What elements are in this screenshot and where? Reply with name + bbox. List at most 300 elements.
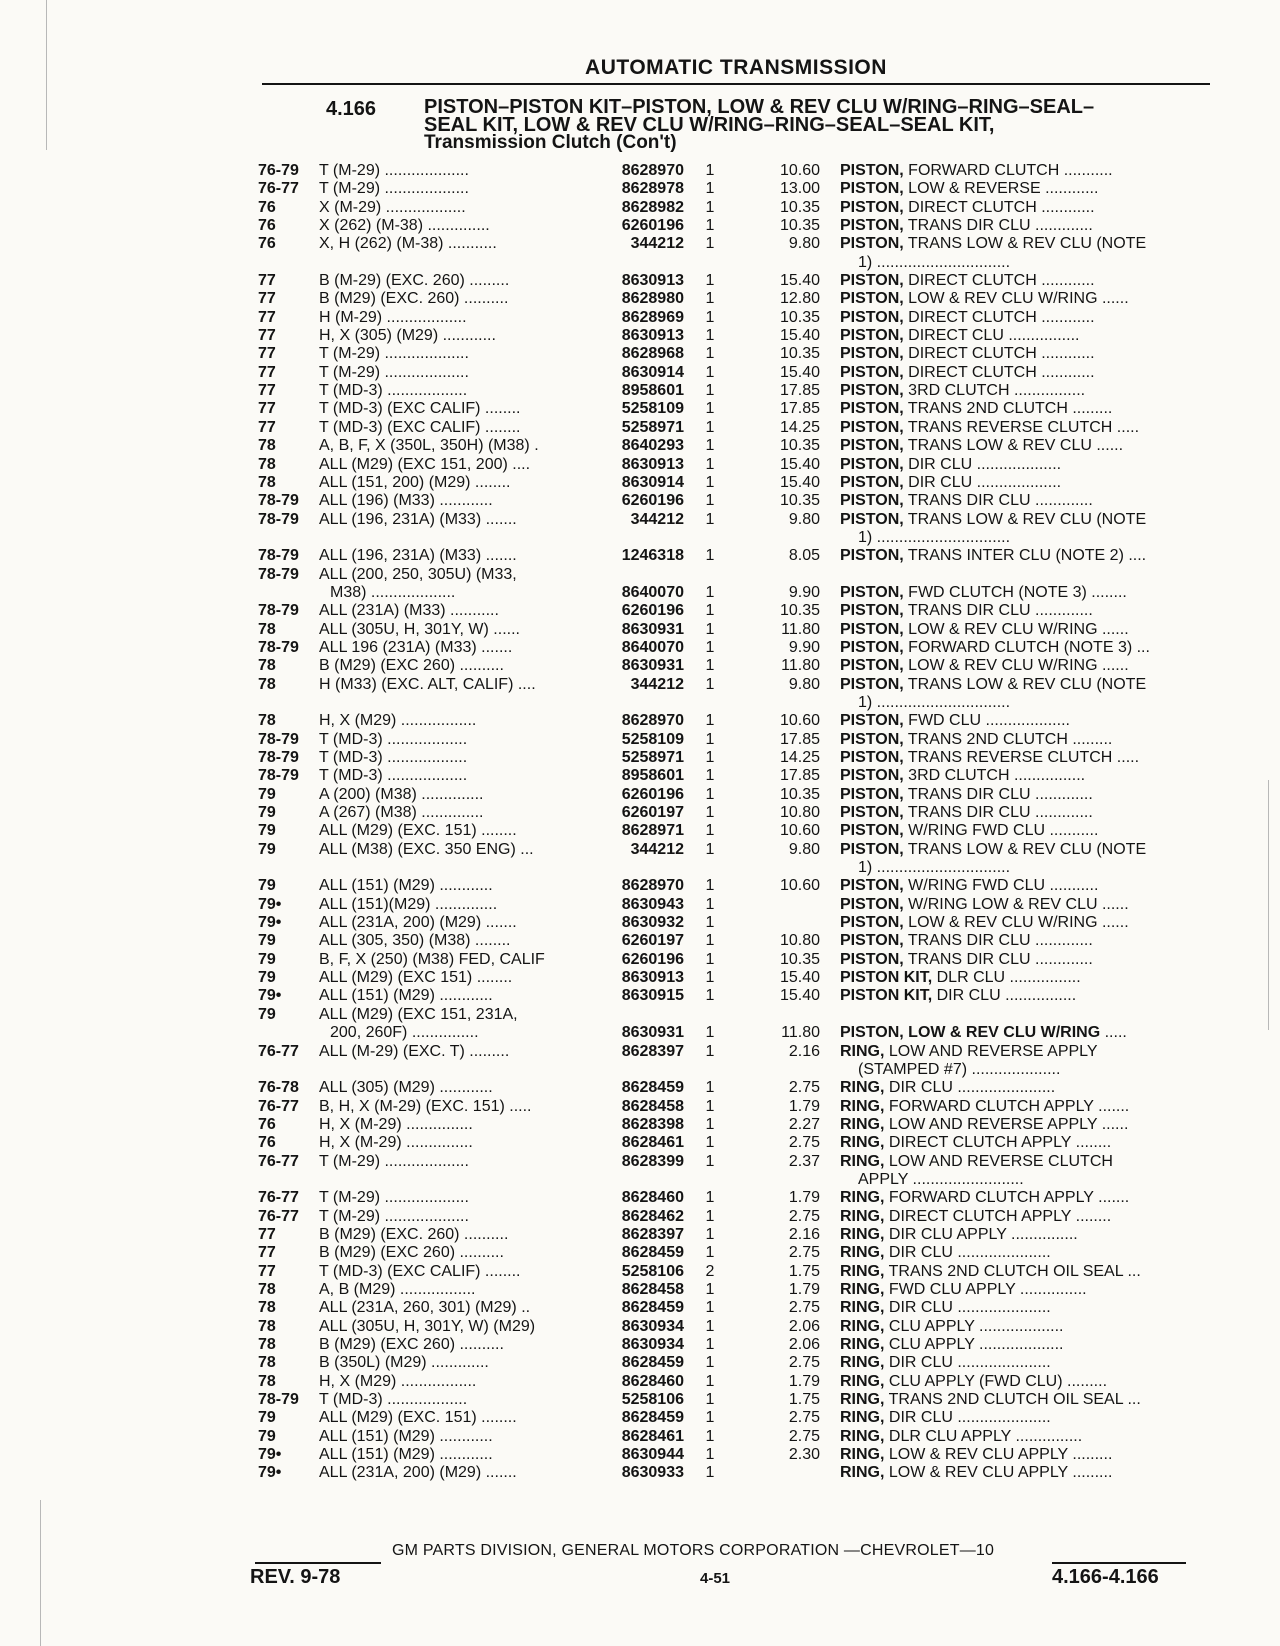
description-cell	[840, 896, 1202, 914]
quantity-cell: 1	[705, 730, 715, 748]
year-cell: 79•	[258, 914, 282, 932]
part-number-cell: 6260196	[621, 950, 684, 968]
price-cell: 17.85	[779, 382, 820, 400]
part-keyword: RING,	[840, 1042, 885, 1060]
year-cell: 79	[258, 932, 276, 950]
description-cell	[840, 951, 1202, 969]
year-cell: 78-79	[258, 565, 299, 583]
part-keyword: PISTON,	[840, 657, 904, 675]
table-row-continuation	[0, 1171, 1280, 1189]
part-number-cell: 8628458	[621, 1280, 684, 1298]
price-cell: 2.75	[788, 1134, 820, 1152]
table-row	[0, 731, 1280, 749]
part-number-cell: 8628462	[621, 1207, 684, 1225]
part-description: TRANS LOW & REV CLU (NOTE	[903, 840, 1147, 858]
part-keyword: RING,	[840, 1280, 885, 1298]
part-keyword: PISTON,	[840, 620, 904, 638]
quantity-cell: 1	[705, 198, 715, 216]
model-cell: ALL (M29) (EXC 151, 200) ....	[319, 455, 531, 473]
part-description: TRANS REVERSE CLUTCH .....	[903, 749, 1140, 766]
price-cell: 9.80	[788, 840, 820, 858]
part-number-cell: 5258109	[621, 730, 684, 748]
part-number-cell: 8628459	[621, 1354, 684, 1372]
part-keyword: RING,	[840, 1372, 885, 1390]
description-cell	[840, 786, 1202, 804]
part-description: DIR CLU APPLY ...............	[884, 1225, 1078, 1243]
quantity-cell: 2	[705, 1262, 715, 1280]
part-description: 1) ..............................	[858, 693, 1011, 711]
part-number-cell: 8630931	[621, 657, 684, 675]
part-description: W/RING LOW & REV CLU ......	[903, 895, 1129, 913]
part-number-cell: 8628459	[621, 1299, 684, 1317]
part-keyword: PISTON,	[840, 473, 904, 491]
model-cell: B (M-29) (EXC. 260) .........	[319, 272, 510, 290]
price-cell: 2.27	[788, 1115, 820, 1133]
model-cell: T (M-29) ...................	[319, 1189, 469, 1207]
table-row	[0, 822, 1280, 840]
part-description: TRANS 2ND CLUTCH .........	[903, 730, 1113, 748]
price-cell: 9.80	[788, 675, 820, 693]
part-description: (STAMPED #7) ....................	[858, 1060, 1061, 1078]
table-row	[0, 217, 1280, 235]
description-cell	[858, 529, 1202, 547]
quantity-cell: 1	[705, 547, 715, 565]
year-cell: 78	[258, 712, 276, 730]
part-keyword: PISTON,	[840, 602, 904, 620]
model-cell: ALL (151) (M29) ............	[319, 1446, 493, 1464]
part-number-cell: 8628397	[621, 1225, 684, 1243]
table-row	[0, 309, 1280, 327]
description-cell	[840, 932, 1202, 950]
description-cell	[840, 1226, 1202, 1244]
description-cell	[840, 217, 1202, 235]
part-description: W/RING FWD CLU ...........	[903, 822, 1099, 840]
part-description: CLU APPLY ...................	[884, 1317, 1064, 1335]
description-cell	[840, 731, 1202, 749]
price-cell: 14.25	[779, 749, 820, 766]
table-row	[0, 877, 1280, 895]
quantity-cell: 1	[705, 712, 715, 730]
year-cell: 77	[258, 1225, 276, 1243]
part-number-cell: 344212	[630, 840, 684, 858]
description-cell	[840, 1116, 1202, 1134]
model-cell: ALL (M29) (EXC. 151) ........	[319, 822, 517, 840]
part-number-cell: 8628458	[621, 1097, 684, 1115]
quantity-cell: 1	[705, 327, 715, 345]
part-description: LOW AND REVERSE APPLY ......	[884, 1115, 1129, 1133]
part-description: TRANS DIR CLU .............	[903, 804, 1093, 822]
part-keyword: PISTON,	[840, 345, 904, 363]
quantity-cell: 1	[705, 822, 715, 840]
part-description: TRANS 2ND CLUTCH OIL SEAL ...	[884, 1262, 1141, 1280]
table-row	[0, 584, 1280, 602]
part-description: LOW & REV CLU W/RING ......	[903, 620, 1129, 638]
year-cell: 79	[258, 804, 276, 822]
price-cell: 10.60	[779, 712, 820, 730]
table-row	[0, 786, 1280, 804]
part-keyword: PISTON,	[840, 932, 904, 950]
part-description: TRANS LOW & REV CLU ......	[903, 437, 1124, 455]
table-row	[0, 1006, 1280, 1024]
year-cell: 79	[258, 1005, 276, 1023]
year-cell: 79•	[258, 1464, 282, 1482]
part-number-cell: 8628399	[621, 1152, 684, 1170]
price-cell: 15.40	[779, 327, 820, 345]
part-keyword: PISTON,	[840, 455, 904, 473]
part-number-cell: 8630913	[621, 327, 684, 345]
parts-table	[0, 162, 1280, 1483]
description-cell	[840, 1299, 1202, 1317]
year-cell: 76	[258, 217, 276, 235]
table-row	[0, 914, 1280, 932]
price-cell: 2.16	[788, 1042, 820, 1060]
description-cell	[840, 676, 1202, 694]
quantity-cell: 1	[705, 877, 715, 895]
price-cell: 12.80	[779, 290, 820, 308]
table-row	[0, 749, 1280, 767]
price-cell: 1.75	[788, 1391, 820, 1409]
model-cell: B, F, X (250) (M38) FED, CALIF	[319, 950, 545, 968]
quantity-cell: 1	[705, 767, 715, 785]
price-cell: 2.06	[788, 1317, 820, 1335]
year-cell: 78	[258, 1336, 276, 1353]
description-cell	[840, 474, 1202, 492]
part-number-cell: 8628968	[621, 345, 684, 363]
part-keyword: RING,	[840, 1152, 885, 1170]
part-keyword: PISTON,	[840, 914, 904, 932]
description-cell	[840, 987, 1202, 1005]
model-cell: ALL (305U, H, 301Y, W) (M29)	[319, 1317, 536, 1335]
quantity-cell: 1	[705, 272, 715, 290]
part-description: LOW & REV CLU APPLY .........	[884, 1464, 1113, 1482]
part-description: 3RD CLUTCH ................	[903, 382, 1086, 400]
part-description: FWD CLU ...................	[903, 712, 1070, 730]
year-cell: 78-79	[258, 602, 299, 620]
table-row	[0, 621, 1280, 639]
quantity-cell: 1	[705, 657, 715, 675]
year-cell: 79•	[258, 987, 282, 1005]
quantity-cell: 1	[705, 583, 715, 601]
price-cell: 10.60	[779, 162, 820, 179]
part-number-cell: 8958601	[621, 767, 684, 785]
quantity-cell: 1	[705, 290, 715, 308]
part-number-cell: 8628971	[621, 822, 684, 840]
part-number-cell: 8630913	[621, 272, 684, 290]
quantity-cell: 1	[705, 785, 715, 803]
part-number-cell: 8628459	[621, 1409, 684, 1427]
part-description: FORWARD CLUTCH APPLY .......	[884, 1097, 1130, 1115]
part-number-cell: 8630913	[621, 969, 684, 987]
year-cell: 76-77	[258, 1189, 299, 1207]
quantity-cell: 1	[705, 969, 715, 987]
part-keyword: RING,	[840, 1079, 885, 1097]
quantity-cell: 1	[705, 1317, 715, 1335]
table-row-continuation	[0, 694, 1280, 712]
quantity-cell: 1	[705, 1299, 715, 1317]
quantity-cell: 1	[705, 1464, 715, 1482]
price-cell: 15.40	[779, 987, 820, 1005]
part-number-cell: 6260197	[621, 804, 684, 822]
year-cell: 79	[258, 785, 276, 803]
part-description: DIR CLU .....................	[884, 1244, 1051, 1262]
part-number-cell: 8630943	[621, 895, 684, 913]
quantity-cell: 1	[705, 180, 715, 198]
description-cell	[840, 767, 1202, 785]
part-description: CLU APPLY (FWD CLU) .........	[884, 1372, 1108, 1390]
model-cell: ALL (231A, 200) (M29) .......	[319, 914, 517, 932]
part-keyword: RING,	[840, 1134, 885, 1152]
table-row	[0, 969, 1280, 987]
model-cell: A, B (M29) .................	[319, 1280, 476, 1298]
scan-artifact-left-lower	[40, 1500, 41, 1646]
part-number-cell: 8628459	[621, 1079, 684, 1097]
part-description: DIRECT CLUTCH APPLY ........	[884, 1134, 1112, 1152]
part-number-cell: 8630934	[621, 1317, 684, 1335]
part-keyword: PISTON,	[840, 162, 904, 179]
price-cell: 17.85	[779, 400, 820, 418]
table-row	[0, 951, 1280, 969]
year-cell: 78	[258, 473, 276, 491]
quantity-cell: 1	[705, 1372, 715, 1390]
year-cell: 76	[258, 235, 276, 253]
part-keyword: PISTON,	[840, 675, 904, 693]
year-cell: 78	[258, 1354, 276, 1372]
price-cell: 2.75	[788, 1409, 820, 1427]
part-keyword: PISTON,	[840, 547, 904, 565]
part-keyword: PISTON KIT,	[840, 987, 933, 1005]
part-description: TRANS DIR CLU .............	[903, 602, 1093, 620]
year-cell: 76-77	[258, 1152, 299, 1170]
price-cell: 15.40	[779, 363, 820, 381]
price-cell: 2.06	[788, 1336, 820, 1353]
footer-division: GM PARTS DIVISION, GENERAL MOTORS CORPORATION —CHEVROLET—10	[392, 1542, 995, 1559]
description-cell	[840, 1409, 1202, 1427]
description-cell	[840, 382, 1202, 400]
table-row	[0, 1263, 1280, 1281]
description-cell	[840, 1336, 1202, 1354]
year-cell: 79	[258, 840, 276, 858]
table-row	[0, 896, 1280, 914]
part-keyword: RING,	[840, 1446, 885, 1464]
model-cell: T (MD-3) (EXC CALIF) ........	[319, 400, 521, 418]
part-number-cell: 8630934	[621, 1336, 684, 1353]
part-description: DIRECT CLUTCH ............	[903, 363, 1095, 381]
table-row	[0, 1189, 1280, 1207]
price-cell: 10.35	[779, 198, 820, 216]
price-cell: 9.90	[788, 638, 820, 656]
price-cell: 15.40	[779, 473, 820, 491]
description-cell	[840, 712, 1202, 730]
part-keyword: PISTON,	[840, 638, 904, 656]
quantity-cell: 1	[705, 217, 715, 235]
part-description: DLR CLU APPLY ...............	[884, 1427, 1083, 1445]
year-cell: 77	[258, 272, 276, 290]
table-row	[0, 162, 1280, 180]
section-title	[424, 98, 1214, 152]
table-row	[0, 1409, 1280, 1427]
price-cell: 1.79	[788, 1372, 820, 1390]
model-cell: T (MD-3) ..................	[319, 382, 468, 400]
scan-artifact-left	[46, 0, 47, 150]
table-row	[0, 547, 1280, 565]
part-description: FORWARD CLUTCH ...........	[903, 162, 1113, 179]
part-number-cell: 6260196	[621, 492, 684, 510]
part-description: 1) ..............................	[858, 859, 1011, 877]
model-cell: H, X (M29) .................	[319, 1372, 477, 1390]
year-cell: 78	[258, 675, 276, 693]
part-description: TRANS DIR CLU .............	[903, 492, 1093, 510]
part-keyword: RING,	[840, 1115, 885, 1133]
year-cell: 78-79	[258, 510, 299, 528]
model-cell: ALL (231A) (M33) ...........	[319, 602, 499, 620]
part-number-cell: 5258106	[621, 1391, 684, 1409]
price-cell: 10.80	[779, 804, 820, 822]
price-cell: 2.75	[788, 1354, 820, 1372]
quantity-cell: 1	[705, 914, 715, 932]
model-cell: ALL (305) (M29) ............	[319, 1079, 493, 1097]
model-cell: T (MD-3) ..................	[319, 730, 468, 748]
part-number-cell: 8630914	[621, 473, 684, 491]
part-number-cell: 344212	[630, 235, 684, 253]
price-cell: 10.35	[779, 602, 820, 620]
quantity-cell: 1	[705, 602, 715, 620]
part-keyword: PISTON,	[840, 217, 904, 235]
part-number-cell: 8628459	[621, 1244, 684, 1262]
part-description: DIRECT CLUTCH ............	[903, 272, 1095, 290]
part-number-cell: 8628980	[621, 290, 684, 308]
part-number-cell: 6260196	[621, 785, 684, 803]
part-description: 1) ..............................	[858, 528, 1011, 546]
quantity-cell: 1	[705, 1115, 715, 1133]
description-cell	[840, 327, 1202, 345]
table-row	[0, 1464, 1280, 1482]
model-cell: ALL (151) (M29) ............	[319, 877, 493, 895]
quantity-cell: 1	[705, 749, 715, 766]
part-keyword: PISTON, LOW & REV CLU W/RING	[840, 1024, 1101, 1042]
year-cell: 76	[258, 1134, 276, 1152]
part-number-cell: 8630913	[621, 455, 684, 473]
footer-page-number: 4-51	[700, 1570, 731, 1587]
part-number-cell: 344212	[630, 675, 684, 693]
model-cell: T (M-29) ...................	[319, 345, 469, 363]
model-cell: ALL (M38) (EXC. 350 ENG) ...	[319, 840, 534, 858]
description-cell	[840, 1373, 1202, 1391]
description-cell	[840, 199, 1202, 217]
price-cell: 2.16	[788, 1225, 820, 1243]
part-number-cell: 8630944	[621, 1446, 684, 1464]
price-cell: 10.35	[779, 437, 820, 455]
part-keyword: RING,	[840, 1189, 885, 1207]
price-cell: 10.80	[779, 932, 820, 950]
part-keyword: RING,	[840, 1299, 885, 1317]
part-number-cell: 8630915	[621, 987, 684, 1005]
part-number-cell: 8630931	[621, 620, 684, 638]
description-cell	[840, 749, 1202, 767]
description-cell	[858, 1061, 1202, 1079]
description-cell	[840, 272, 1202, 290]
part-description: TRANS DIR CLU .............	[903, 785, 1093, 803]
price-cell: 10.35	[779, 492, 820, 510]
year-cell: 79	[258, 877, 276, 895]
model-cell: T (M-29) ...................	[319, 180, 469, 198]
price-cell: 17.85	[779, 767, 820, 785]
model-cell: ALL (196, 231A) (M33) .......	[319, 510, 517, 528]
part-description: DIRECT CLUTCH ............	[903, 308, 1095, 326]
part-number-cell: 5258971	[621, 749, 684, 766]
description-cell	[840, 511, 1202, 529]
table-row	[0, 199, 1280, 217]
part-description: LOW AND REVERSE APPLY	[884, 1042, 1098, 1060]
table-row	[0, 474, 1280, 492]
table-row	[0, 1134, 1280, 1152]
description-cell	[840, 437, 1202, 455]
quantity-cell: 1	[705, 950, 715, 968]
description-cell	[840, 419, 1202, 437]
table-row	[0, 712, 1280, 730]
part-keyword: PISTON,	[840, 180, 904, 198]
model-cell: ALL (200, 250, 305U) (M33,	[319, 565, 517, 583]
model-cell: T (MD-3) ..................	[319, 1391, 468, 1409]
table-row-continuation	[0, 254, 1280, 272]
part-description: LOW AND REVERSE CLUTCH	[884, 1152, 1113, 1170]
table-row	[0, 364, 1280, 382]
year-cell: 79	[258, 822, 276, 840]
model-cell: H (M-29) ..................	[319, 308, 467, 326]
table-row	[0, 1318, 1280, 1336]
table-row	[0, 272, 1280, 290]
description-cell	[840, 602, 1202, 620]
part-number-cell: 8958601	[621, 382, 684, 400]
description-cell	[840, 877, 1202, 895]
model-cell: A (200) (M38) ..............	[319, 785, 484, 803]
price-cell: 11.80	[781, 657, 820, 675]
quantity-cell: 1	[705, 510, 715, 528]
description-cell	[840, 456, 1202, 474]
table-row	[0, 511, 1280, 529]
part-keyword: RING,	[840, 1262, 885, 1280]
table-row	[0, 1024, 1280, 1042]
part-description: DIRECT CLUTCH ............	[903, 198, 1095, 216]
part-keyword: RING,	[840, 1097, 885, 1115]
part-keyword: RING,	[840, 1427, 885, 1445]
part-number-cell: 344212	[630, 510, 684, 528]
quantity-cell: 1	[705, 382, 715, 400]
price-cell: 2.75	[788, 1207, 820, 1225]
model-cell: ALL (305, 350) (M38) ........	[319, 932, 511, 950]
model-cell: B, H, X (M-29) (EXC. 151) .....	[319, 1097, 532, 1115]
year-cell: 76	[258, 1115, 276, 1133]
quantity-cell: 1	[705, 1079, 715, 1097]
quantity-cell: 1	[705, 162, 715, 179]
year-cell: 76-77	[258, 1097, 299, 1115]
quantity-cell: 1	[705, 1134, 715, 1152]
part-keyword: PISTON,	[840, 363, 904, 381]
table-row	[0, 1116, 1280, 1134]
year-cell: 78	[258, 1317, 276, 1335]
year-cell: 77	[258, 308, 276, 326]
part-number-cell: 1246318	[621, 547, 684, 565]
part-number-cell: 5258971	[621, 418, 684, 436]
description-cell	[840, 290, 1202, 308]
description-cell	[840, 584, 1202, 602]
year-cell: 79	[258, 950, 276, 968]
description-cell	[840, 492, 1202, 510]
price-cell: 15.40	[779, 969, 820, 987]
table-row	[0, 987, 1280, 1005]
price-cell: 10.35	[779, 308, 820, 326]
year-cell: 79•	[258, 1446, 282, 1464]
model-cell: B (M29) (EXC 260) ..........	[319, 1244, 504, 1262]
